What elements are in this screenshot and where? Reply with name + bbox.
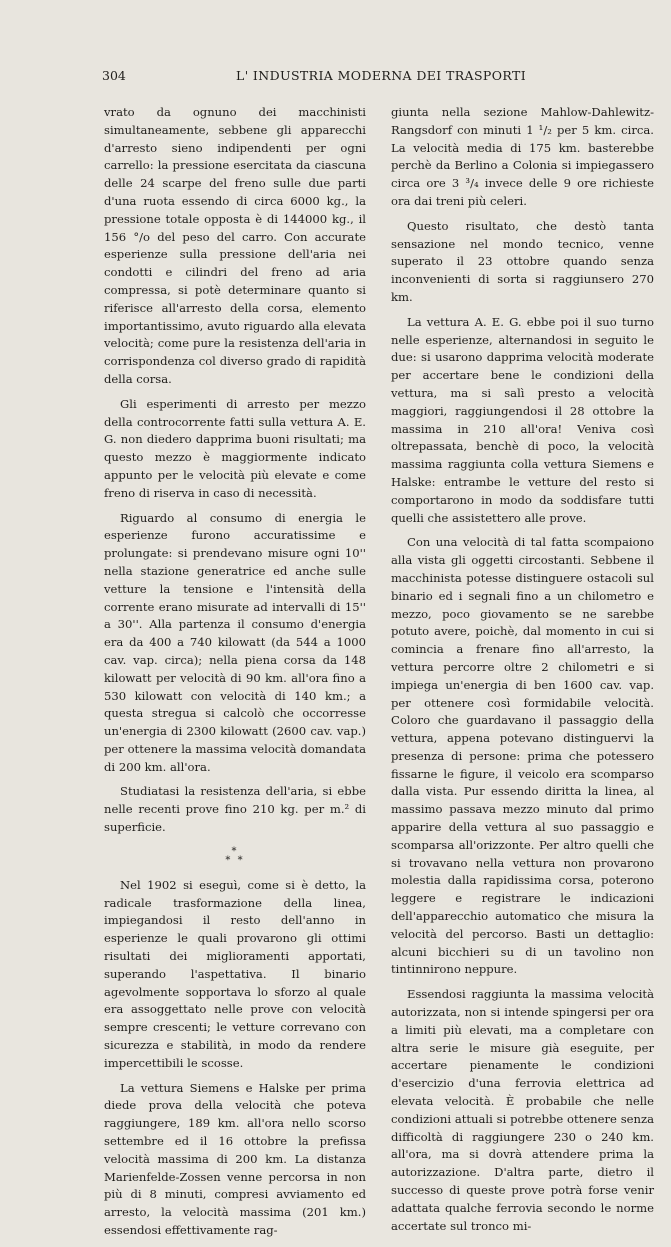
- paragraph: Con una velocità di tal fatta scompaiono alla vista gli oggetti circostanti. Sebbene il macchinista potesse distinguere ostacoli sul binario ed i segnali fino a un chilometro e mezzo, poco giovamento se ne sarebbe potuto avere, poichè, dal momento in cui si comincia a frenare fino all'arresto, la vettura percorre oltre 2 chilometri e si impiega un'energia di ben 1600 cav. vap. per ottenere così formidabile velocità. Coloro che guardavano il passaggio della vettura, appena potevano distinguervi la presenza di persone: prima che potessero fissarne le figure, il veicolo era scomparso dalla vista. Pur essendo diritta la linea, al massimo passava mezzo minuto dal primo apparire della vettura al suo passaggio e scomparsa all'orizzonte. Per altro quelli che si trovavano nella vettura non provarono molestia dalla rapidissima corsa, poterono leggere e registrare le indicazioni dell'apparecchio automatico che misura la velocità del percorso. Basti un dettaglio: alcuni bicchieri su di un tavolino non tintinnirono neppure.: [391, 535, 654, 977]
- paragraph: giunta nella sezione Mahlow-Dahlewitz-Rangsdorf con minuti 1 ¹/₂ per 5 km. circa. La velocità media di 175 km. basterebbe perchè da Berlino a Colonia si impiegassero circa ore 3 ³/₄ invece delle 9 ore richieste ora dai treni più celeri.: [391, 105, 654, 208]
- page-number: 304: [102, 68, 126, 83]
- paragraph: Questo risultato, che destò tanta sensazione nel mondo tecnico, venne superato il 23 ottobre quando senza inconvenienti di sorta si raggiunsero 270 km.: [391, 218, 654, 304]
- running-title: L' INDUSTRIA MODERNA DEI TRASPORTI: [236, 68, 527, 83]
- paragraph: La vettura A. E. G. ebbe poi il suo turno nelle esperienze, alternandosi in seguito le due: si usarono dapprima velocità moderate per accertare bene le condizioni della vettura, ma si salì presto a velocità maggiori, raggiungendosi il 28 ottobre la massima in 210 all'ora! Veniva così oltrepassata, benchè di poco, la velocità massima raggiunta colla vettura Siemens e Halske: entrambe le vetture del resto si comportarono in modo da soddisfare tutti quelli che assistettero alle prove.: [391, 314, 654, 525]
- paragraph: Nel 1902 si eseguì, come si è detto, la radicale trasformazione della linea, impiegandosi il resto dell'anno in esperienze le quali provarono gli ottimi risultati dei miglioramenti apportati, superando l'aspettativa. Il binario agevolmente sopportava lo sforzo al quale era assoggettato nelle prove con velocità sempre crescenti; le vetture correvano con sicurezza e stabilità, in modo da rendere impercettibili le scosse.: [104, 877, 366, 1070]
- right-column: [391, 104, 654, 1242]
- section-separator: [104, 847, 366, 865]
- paragraph: Riguardo al consumo di energia le esperienze furono accuratissime e prolungate: si prendevano misure ogni 10'' nella stazione generatrice ed anche sulle vetture la tensione e l'intensità della corrente erano misurate ad intervalli di 15'' a 30''. Alla partenza il consumo d'energia era da 400 a 740 kilowatt (da 544 a 1000 cav. vap. circa); nella piena corsa da 148 kilowatt per velocità di 90 km. all'ora fino a 530 kilowatt con velocità di 140 km.; a questa stregua si calcolò che occorresse un'energia di 2300 kilowatt (2600 cav. vap.) per ottenere la massima velocità domandata di 200 km. all'ora.: [104, 510, 366, 774]
- separator-asterisks: * *: [225, 854, 245, 866]
- paragraph: Gli esperimenti di arresto per mezzo della controcorrente fatti sulla vettura A. E. G. non diedero dapprima buoni risultati; ma questo mezzo è maggiormente indicato appunto per le velocità più elevate e come freno di riserva in caso di necessità.: [104, 396, 366, 500]
- paragraph: vrato da ognuno dei macchinisti simultaneamente, sebbene gli apparecchi d'arresto sieno indipendenti per ogni carrello: la pressione esercitata da ciascuna delle 24 scarpe del freno sulle due parti d'una ruota essendo di circa 6000 kg., la pressione totale opposta è di 144000 kg., il 156 °/o del peso del carro. Con accurate esperienze sulla pressione dell'aria nei condotti e cilindri del freno ad aria compressa, si potè determinare quanto si riferisce all'arresto della corsa, elemento importantissimo, avuto riguardo alla elevata velocità; come pure la resistenza dell'aria in corrispondenza col diverso grado di rapidità della corsa.: [104, 105, 366, 386]
- page-header: [96, 68, 586, 88]
- left-column: [104, 104, 366, 1247]
- paragraph: Essendosi raggiunta la massima velocità autorizzata, non si intende spingersi per ora a limiti più elevati, ma a completare con altra serie le misure già eseguite, per accertare pienamente le condizioni d'esercizio d'una ferrovia elettrica ad elevata velocità. È probabile che nelle condizioni attuali si potrebbe ottenere senza difficoltà di raggiungere 230 o 240 km. all'ora, ma si dovrà attendere prima la autorizzazione. D'altra parte, dietro il successo di queste prove potrà forse venir adattata qualche ferrovia secondo le norme accertate sul tronco mi-: [391, 987, 654, 1233]
- paragraph: La vettura Siemens e Halske per prima diede prova della velocità che poteva raggiungere, 189 km. all'ora nello scorso settembre ed il 16 ottobre la prefissa velocità massima di 200 km. La distanza Marienfelde-Zossen venne percorsa in non più di 8 minuti, compresi avviamento ed arresto, la velocità massima (201 km.) essendosi effettivamente rag-: [104, 1080, 366, 1238]
- separator-asterisk: *: [231, 845, 239, 857]
- paragraph: Studiatasi la resistenza dell'aria, si ebbe nelle recenti prove fino 210 kg. per m.² di superficie.: [104, 784, 366, 835]
